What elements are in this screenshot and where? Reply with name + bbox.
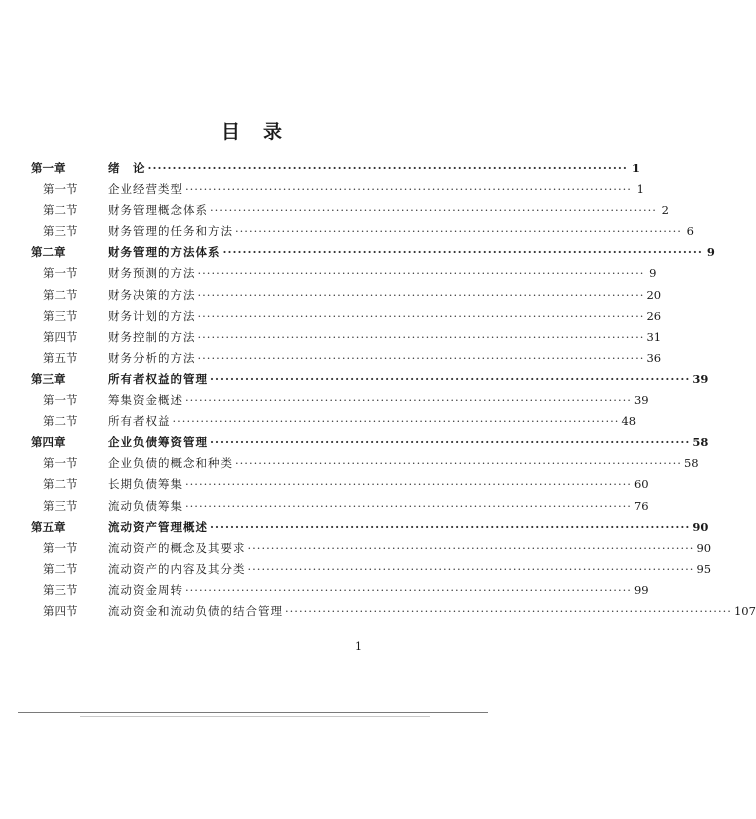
toc-label: 第三节 xyxy=(43,498,78,513)
toc-entry xyxy=(108,327,662,348)
toc-section-row xyxy=(31,411,637,432)
toc-section-row xyxy=(31,390,649,411)
toc-dot-leader: ································································································ xyxy=(197,266,645,281)
toc-chapter-row xyxy=(31,517,709,538)
toc-entry xyxy=(108,580,649,601)
toc-dot-leader: ································································································ xyxy=(185,393,632,408)
toc-dot-leader: ································································································ xyxy=(210,371,691,386)
toc-section-row xyxy=(31,601,756,622)
toc-section-row xyxy=(31,496,649,517)
scan-edge-line-faint xyxy=(80,716,430,717)
toc-label: 第一节 xyxy=(43,182,78,197)
toc-label: 第二节 xyxy=(43,561,78,576)
page-title: 目 录 xyxy=(220,121,284,143)
toc-section-row xyxy=(31,285,662,306)
toc-entry xyxy=(108,453,699,474)
toc-label: 第三节 xyxy=(43,582,78,597)
toc-section-row xyxy=(31,453,699,474)
toc-dot-leader: ································································································ xyxy=(197,350,645,365)
toc-title: 所有者权益 xyxy=(108,414,171,429)
toc-section-row xyxy=(31,538,712,559)
toc-entry xyxy=(108,158,640,179)
toc-section-row xyxy=(31,179,644,200)
toc-page-number: 99 xyxy=(633,582,649,597)
toc-dot-leader: ································································································ xyxy=(172,414,620,429)
toc-page-number: 48 xyxy=(621,414,637,429)
toc-title: 财务管理的任务和方法 xyxy=(108,224,233,239)
toc-label: 第三章 xyxy=(31,371,66,386)
toc-label: 第二节 xyxy=(43,287,78,302)
toc-chapter-row xyxy=(31,242,715,263)
toc-label: 第二章 xyxy=(31,245,66,260)
toc-label: 第一节 xyxy=(43,540,78,555)
toc-entry xyxy=(108,559,712,580)
toc-title: 流动资金周转 xyxy=(108,582,183,597)
toc-entry xyxy=(108,179,644,200)
toc-entry xyxy=(108,200,669,221)
toc-section-row xyxy=(31,474,649,495)
toc-page-number: 6 xyxy=(686,224,694,239)
toc-page-number: 107 xyxy=(733,603,756,618)
toc-entry xyxy=(108,369,709,390)
toc-entry xyxy=(108,263,657,284)
toc-label: 第二节 xyxy=(43,203,78,218)
toc-label: 第一节 xyxy=(43,456,78,471)
toc-dot-leader: ································································································ xyxy=(185,477,632,492)
toc-entry xyxy=(108,242,715,263)
toc-entry xyxy=(108,411,637,432)
toc-label: 第五节 xyxy=(43,350,78,365)
toc-entry xyxy=(108,517,709,538)
toc-title: 流动资产的概念及其要求 xyxy=(108,540,246,555)
page-number: 1 xyxy=(355,640,362,653)
toc-section-row xyxy=(31,306,662,327)
toc-dot-leader: ································································································ xyxy=(222,245,703,260)
toc-page-number: 26 xyxy=(646,308,662,323)
toc-dot-leader: ································································································ xyxy=(247,561,695,576)
toc-section-row xyxy=(31,200,669,221)
toc-chapter-row xyxy=(31,432,709,453)
toc-label: 第三节 xyxy=(43,224,78,239)
toc-label: 第二节 xyxy=(43,414,78,429)
toc-section-row xyxy=(31,580,649,601)
toc-page-number: 95 xyxy=(696,561,712,576)
toc-label: 第三节 xyxy=(43,308,78,323)
toc-dot-leader: ································································································ xyxy=(210,435,691,450)
toc-page-number: 20 xyxy=(646,287,662,302)
toc-page-number: 39 xyxy=(692,371,709,386)
toc-title: 筹集资金概述 xyxy=(108,393,183,408)
toc-title: 企业负债的概念和种类 xyxy=(108,456,233,471)
toc-title: 流动资产管理概述 xyxy=(108,519,208,534)
toc-title: 企业经营类型 xyxy=(108,182,183,197)
toc-dot-leader: ································································································ xyxy=(235,224,682,239)
toc-title: 财务分析的方法 xyxy=(108,350,196,365)
toc-label: 第一节 xyxy=(43,266,78,281)
toc-section-row xyxy=(31,221,694,242)
toc-title: 财务计划的方法 xyxy=(108,308,196,323)
toc-label: 第二节 xyxy=(43,477,78,492)
toc-section-row xyxy=(31,348,662,369)
toc-page-number: 58 xyxy=(683,456,699,471)
toc-title: 财务管理概念体系 xyxy=(108,203,208,218)
table-of-contents xyxy=(31,158,756,622)
toc-dot-leader: ································································································ xyxy=(197,308,645,323)
toc-page-number: 36 xyxy=(646,350,662,365)
toc-dot-leader: ································································································ xyxy=(247,540,695,555)
toc-title: 流动资金和流动负债的结合管理 xyxy=(108,603,283,618)
toc-entry xyxy=(108,306,662,327)
toc-chapter-row xyxy=(31,369,709,390)
toc-page-number: 1 xyxy=(631,161,640,175)
toc-label: 第四节 xyxy=(43,603,78,618)
toc-dot-leader: ································································································ xyxy=(147,161,628,175)
toc-title: 长期负债筹集 xyxy=(108,477,183,492)
toc-label: 第四章 xyxy=(31,435,66,450)
toc-entry xyxy=(108,390,649,411)
toc-title: 企业负债筹资管理 xyxy=(108,435,208,450)
toc-section-row xyxy=(31,263,657,284)
toc-title: 所有者权益的管理 xyxy=(108,371,208,386)
toc-entry xyxy=(108,221,694,242)
toc-page-number: 60 xyxy=(633,477,649,492)
toc-section-row xyxy=(31,327,662,348)
toc-dot-leader: ································································································ xyxy=(185,498,632,513)
toc-chapter-row xyxy=(31,158,640,179)
toc-dot-leader: ································································································ xyxy=(285,603,732,618)
toc-title: 财务管理的方法体系 xyxy=(108,245,221,260)
toc-page-number: 58 xyxy=(692,435,709,450)
toc-section-row xyxy=(31,559,712,580)
toc-dot-leader: ································································································ xyxy=(210,519,691,534)
toc-dot-leader: ································································································ xyxy=(197,287,645,302)
toc-page-number: 76 xyxy=(633,498,649,513)
toc-entry xyxy=(108,496,649,517)
toc-dot-leader: ································································································ xyxy=(210,203,657,218)
toc-title: 绪 论 xyxy=(108,161,146,175)
toc-entry xyxy=(108,432,709,453)
toc-entry xyxy=(108,285,662,306)
toc-dot-leader: ································································································ xyxy=(235,456,682,471)
toc-title: 流动资产的内容及其分类 xyxy=(108,561,246,576)
toc-entry xyxy=(108,348,662,369)
toc-entry xyxy=(108,538,712,559)
toc-title: 财务决策的方法 xyxy=(108,287,196,302)
toc-dot-leader: ································································································ xyxy=(185,182,632,197)
toc-title: 流动负债筹集 xyxy=(108,498,183,513)
toc-entry xyxy=(108,474,649,495)
toc-dot-leader: ································································································ xyxy=(185,582,632,597)
toc-label: 第一节 xyxy=(43,393,78,408)
toc-page-number: 90 xyxy=(696,540,712,555)
toc-page-number: 9 xyxy=(649,266,657,281)
toc-page-number: 9 xyxy=(706,245,715,260)
toc-label: 第四节 xyxy=(43,329,78,344)
toc-page-number: 31 xyxy=(646,329,662,344)
toc-title: 财务控制的方法 xyxy=(108,329,196,344)
toc-page-number: 90 xyxy=(692,519,709,534)
toc-page-number: 1 xyxy=(636,182,644,197)
toc-label: 第五章 xyxy=(31,519,66,534)
toc-entry xyxy=(108,601,756,622)
toc-page-number: 2 xyxy=(661,203,669,218)
toc-label: 第一章 xyxy=(31,161,66,175)
toc-title: 财务预测的方法 xyxy=(108,266,196,281)
scan-edge-line xyxy=(18,712,488,713)
toc-page-number: 39 xyxy=(633,393,649,408)
toc-dot-leader: ································································································ xyxy=(197,329,645,344)
